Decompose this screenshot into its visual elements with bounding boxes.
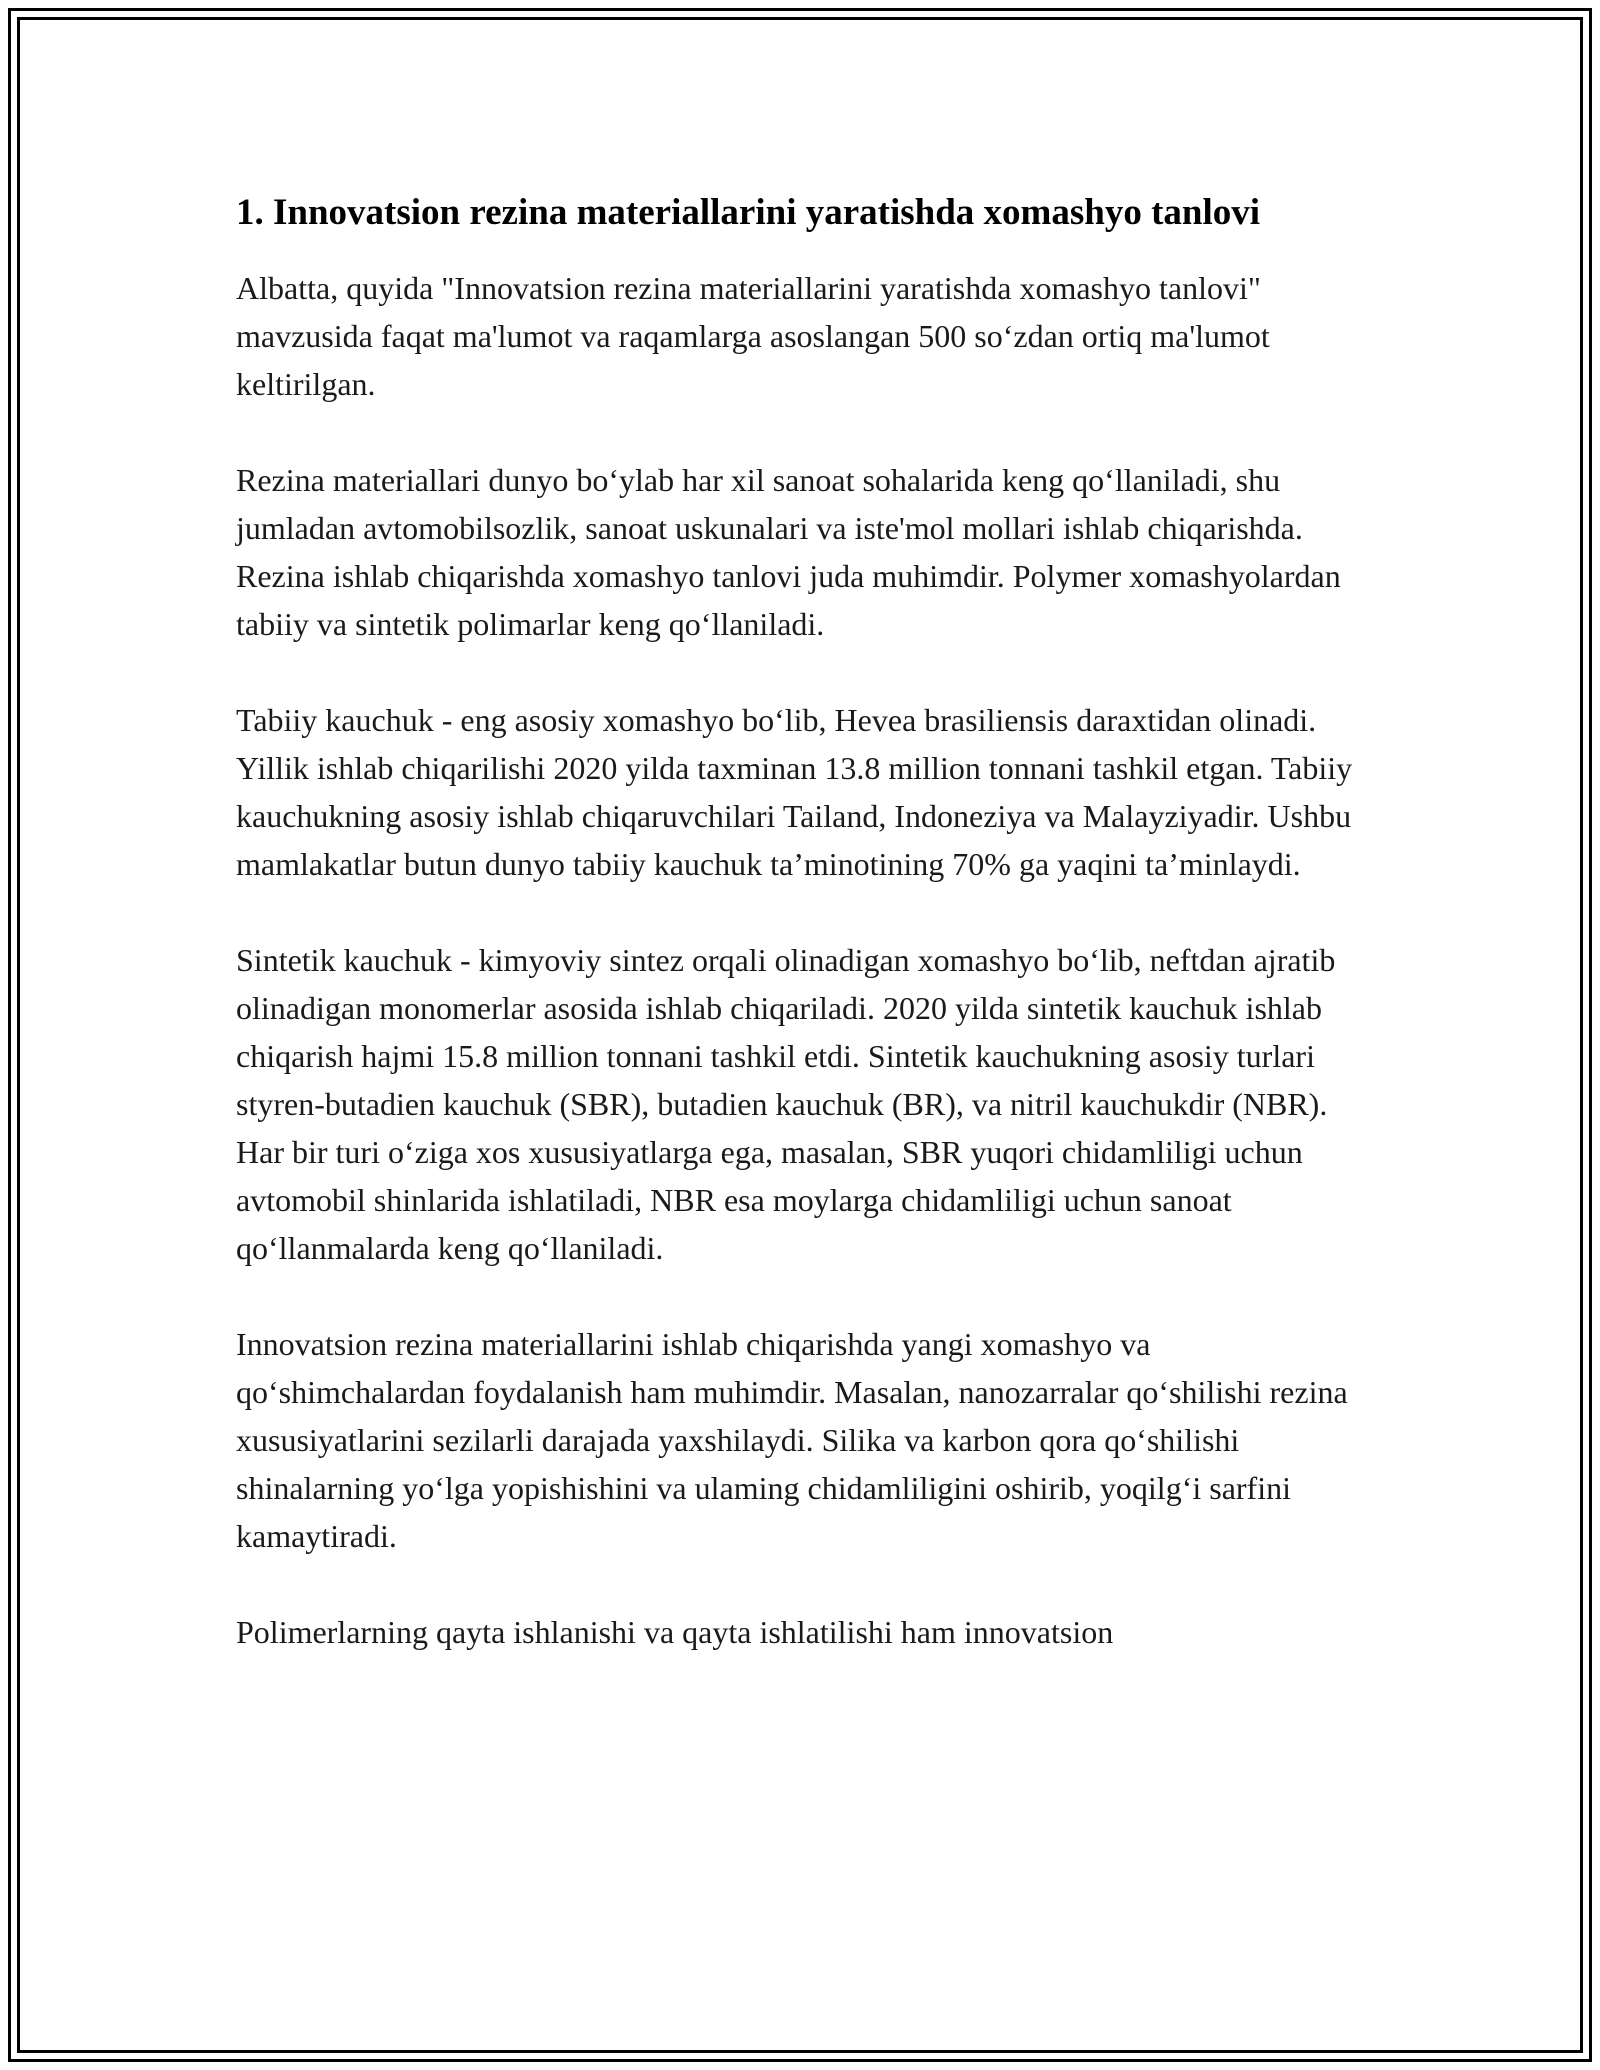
paragraph-intro: Albatta, quyida "Innovatsion rezina materiallarini yaratishda xomashyo tanlovi" mavzusida faqat ma'lumot va raqamlarga asoslangan 500 so‘zdan ortiq ma'lumot keltirilgan. [236, 270, 1270, 402]
paragraph-synthetic-rubber: Sintetik kauchuk - kimyoviy sintez orqali olinadigan xomashyo bo‘lib, neftdan ajratib olinadigan monomerlar asosida ishlab chiqariladi. 2020 yilda sintetik kauchuk ishlab chiqarish hajmi 15.8 million tonnani tashkil etdi. Sintetik kauchukning asosiy turlari styren-butadien kauchuk (SBR), butadien kauchuk (BR), va nitril kauchukdir (NBR). Har bir turi o‘ziga xos xususiyatlarga ega, masalan, SBR yuqori chidamliligi uchun avtomobil shinlarida ishlatiladi, NBR esa moylarga chidamliligi uchun sanoat qo‘llanmalarda keng qo‘llaniladi. [236, 942, 1336, 1266]
paragraph-innovative-additives: Innovatsion rezina materiallarini ishlab chiqarishda yangi xomashyo va qo‘shimchalardan foydalanish ham muhimdir. Masalan, nanozarralar qo‘shilishi rezina xususiyatlarini sezilarli darajada yaxshilaydi. Silika va karbon qora qo‘shilishi shinalarning yo‘lga yopishishini va ulaming chidamliligini oshirib, yoqilg‘i sarfini kamaytiradi. [236, 1326, 1348, 1554]
section-heading: 1. Innovatsion rezina materiallarini yaratishda xomashyo tanlovi [236, 192, 1261, 233]
paragraph-rubber-materials: Rezina materiallari dunyo bo‘ylab har xil sanoat sohalarida keng qo‘llaniladi, shu jumladan avtomobilsozlik, sanoat uskunalari va iste'mol mollari ishlab chiqarishda. Rezina ishlab chiqarishda xomashyo tanlovi juda muhimdir. Polymer xomashyolardan tabiiy va sintetik polimarlar keng qo‘llaniladi. [236, 462, 1341, 642]
document-body [236, 188, 1376, 1704]
paragraph-recycling: Polimerlarning qayta ishlanishi va qayta ishlatilishi ham innovatsion [236, 1614, 1114, 1650]
paragraph-natural-rubber: Tabiiy kauchuk - eng asosiy xomashyo bo‘lib, Hevea brasiliensis daraxtidan olinadi. Yillik ishlab chiqarilishi 2020 yilda taxminan 13.8 million tonnani tashkil etgan. Tabiiy kauchukning asosiy ishlab chiqaruvchilari Tailand, Indoneziya va Malayziyadir. Ushbu mamlakatlar butun dunyo tabiiy kauchuk ta’minotining 70% ga yaqini ta’minlaydi. [236, 702, 1353, 882]
